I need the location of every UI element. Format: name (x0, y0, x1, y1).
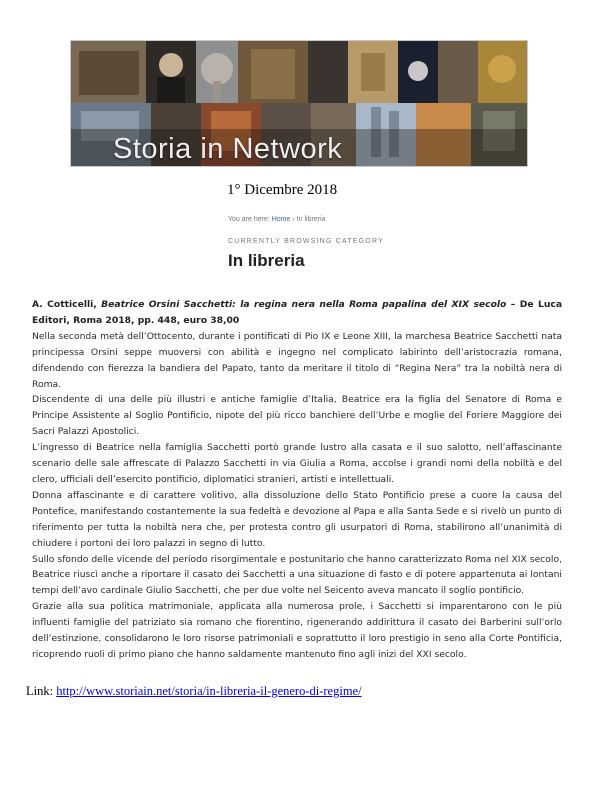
book-author: A. Cotticelli, (32, 299, 97, 310)
article-paragraph: Nella seconda metà dell’Ottocento, durante i pontificati di Pio IX e Leone XIII, la marchesa Beatrice Sacchetti nata principessa Orsini seppe muoversi con abilità e ingegno nel complicato labirinto dell’aristocrazia romana, difendendo con fierezza la bandiera del Papato, tanto da meritare il titolo di “Regina Nera” tra la nobiltà nera di Roma. (32, 330, 562, 390)
source-link-label: Link: (26, 684, 54, 698)
article-paragraph: L’ingresso di Beatrice nella famiglia Sacchetti portò grande lustro alla casata e il suo salotto, nell’affascinante scenario delle sale affrescate di Palazzo Sacchetti in via Giulia a Roma, accolse i grandi nomi della nobiltà e del clero, ufficiali dell’esercito pontificio, diplomatici stranieri, artisti e intellettuali. (32, 442, 562, 485)
document-date: 1° Dicembre 2018 (227, 182, 338, 198)
book-citation (32, 297, 562, 329)
book-details: – De Luca Editori, Roma 2018, pp. 448, euro 38,00 (32, 299, 563, 326)
breadcrumb-prefix: You are here: (228, 216, 270, 223)
breadcrumb-home-link[interactable]: Home (271, 216, 291, 223)
source-link-line (26, 684, 362, 699)
article-paragraph: Donna affascinante e di carattere volitivo, alla dissoluzione dello Stato Pontificio prese a cuore la causa del Pontefice, manifestando costantemente la sua fedeltà e devozione al Papa e alla Santa Sede e si rivelò un punto di riferimento per tutta la nobiltà nera che, per protesta contro gli usurpatori di Roma, stabilirono all’unanimità di chiudere i portoni dei loro palazzi in segno di lutto. (32, 489, 562, 549)
breadcrumb-current: In libreria (296, 216, 326, 223)
category-title: In libreria (228, 251, 305, 270)
category-kicker: CURRENTLY BROWSING CATEGORY (228, 238, 384, 245)
breadcrumb-separator: › (292, 216, 295, 223)
header-banner (70, 40, 528, 167)
article-paragraph: Discendente di una delle più illustri e antiche famiglie d’Italia, Beatrice era la figlia del Senatore di Roma e Principe Assistente al Soglio Pontificio, nipote del più ricco banchiere dell’Urbe e moglie del Foriere Maggiore dei Sacri Palazzi Apostolici. (32, 394, 562, 438)
article-body (32, 297, 562, 663)
site-title: Storia in Network (113, 133, 343, 165)
article-paragraph: Grazie alla sua politica matrimoniale, applicata alla numerosa prole, i Sacchetti si imparentarono con le più influenti famiglie del patriziato sia romano che fiorentino, rigenerando addirittura il casato dei Barberini sull’orlo dell’estinzione, consolidarono le loro risorse patrimoniali e soprattutto il loro prestigio in seno alla Corte Pontificia, ricoprendo ruoli di primo piano che hanno saldamente mantenuto fino agli inizi del XXI secolo. (32, 601, 562, 660)
breadcrumb (228, 216, 325, 223)
source-url-link[interactable]: http://www.storiain.net/storia/in-libreria-il-genero-di-regime/ (56, 684, 362, 698)
article-paragraph: Sullo sfondo delle vicende del periodo risorgimentale e postunitario che hanno caratterizzato Roma nel XIX secolo, Beatrice riuscì anche a riportare il casato dei Sacchetti a una situazione di fasto e di potere appartenuta ai lontani tempi dell’avo cardinale Giulio Sacchetti, che per due volte nel Seicento aveva mancato il soglio pontificio. (32, 553, 562, 597)
book-title: Beatrice Orsini Sacchetti: la regina nera nella Roma papalina del XIX secolo (101, 299, 507, 310)
